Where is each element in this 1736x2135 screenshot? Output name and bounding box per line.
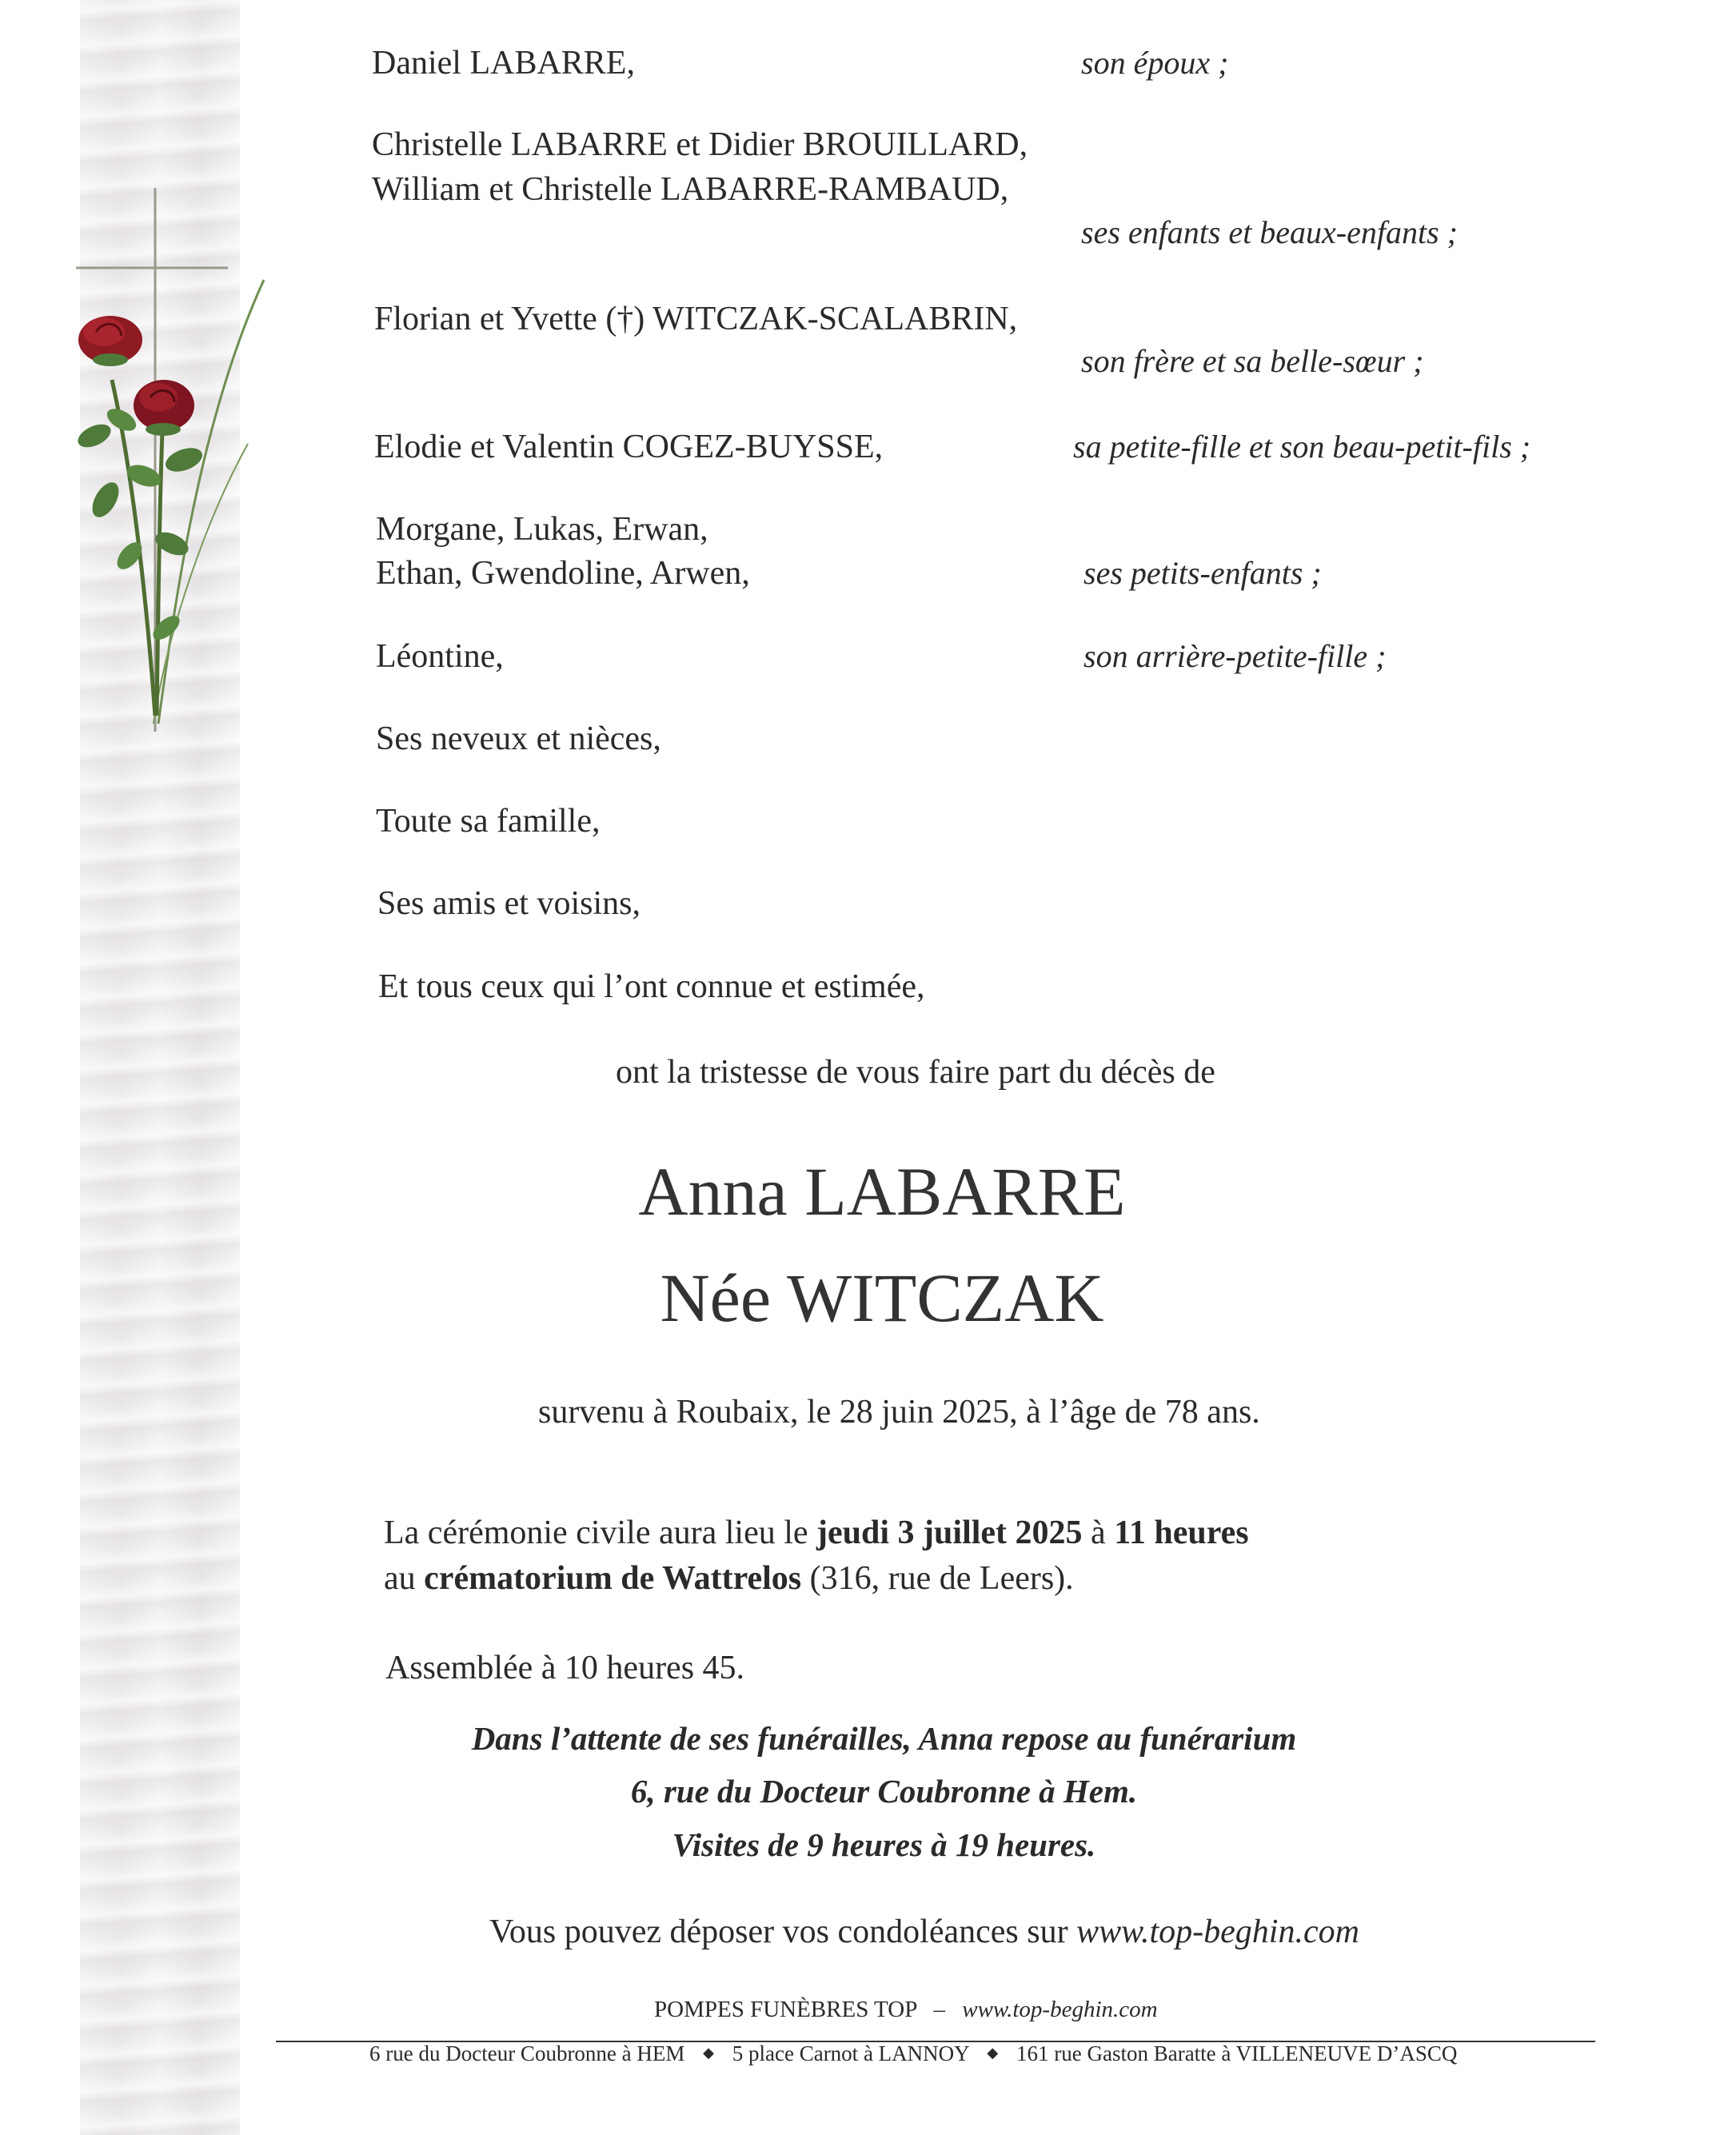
ceremony-line-2 xyxy=(384,1559,1074,1598)
family-name-brother: Florian et Yvette (†) WITCZAK-SCALABRIN, xyxy=(374,301,1018,337)
ceremony-place: crématorium de Wattrelos xyxy=(424,1560,802,1597)
family-role-spouse: son époux ; xyxy=(1081,45,1229,81)
deceased-maiden-name: Née WITCZAK xyxy=(660,1259,1104,1336)
funerarium-line-2: 6, rue du Docteur Coubronne à Hem. xyxy=(630,1773,1138,1810)
others-nephews: Ses neveux et nièces, xyxy=(376,720,661,757)
others-family: Toute sa famille, xyxy=(376,803,601,840)
family-role-granddaughter: sa petite-fille et son beau-petit-fils ; xyxy=(1073,429,1531,465)
footer-address-lannoy: 5 place Carnot à LANNOY xyxy=(732,2041,969,2065)
ceremony-text-at: à xyxy=(1082,1514,1115,1551)
ceremony-line-1 xyxy=(384,1514,1249,1552)
others-friends: Ses amis et voisins, xyxy=(377,885,641,922)
footer-company-line xyxy=(654,1997,1158,2023)
footer-website[interactable]: www.top-beghin.com xyxy=(962,1997,1158,2022)
family-name-great-granddaughter: Léontine, xyxy=(376,638,504,675)
condolences-line xyxy=(489,1913,1359,1951)
death-info: survenu à Roubaix, le 28 juin 2025, à l’âge de 78 ans. xyxy=(538,1394,1260,1431)
ceremony-address: (316, rue de Leers). xyxy=(801,1560,1074,1597)
funerarium-line-3: Visites de 9 heures à 19 heures. xyxy=(672,1826,1096,1863)
ceremony-text-au: au xyxy=(384,1560,425,1597)
footer-separator-2: ◆ xyxy=(987,2045,999,2061)
footer-company: POMPES FUNÈBRES TOP xyxy=(654,1997,917,2022)
family-name-grandchildren-2: Ethan, Gwendoline, Arwen, xyxy=(376,555,750,592)
footer-address-hem: 6 rue du Docteur Coubronne à HEM xyxy=(369,2041,685,2065)
footer-separator-1: ◆ xyxy=(703,2045,714,2061)
announcement: ont la tristesse de vous faire part du décès de xyxy=(616,1054,1215,1091)
family-name-children-2: William et Christelle LABARRE-RAMBAUD, xyxy=(372,171,1009,208)
family-name-spouse: Daniel LABARRE, xyxy=(372,45,635,82)
footer-dash: – xyxy=(933,1997,945,2022)
condolences-text: Vous pouvez déposer vos condoléances sur xyxy=(489,1914,1077,1950)
rose-bottom xyxy=(134,380,194,436)
family-name-children-1: Christelle LABARRE et Didier BROUILLARD, xyxy=(372,126,1028,163)
footer-address-villeneuve: 161 rue Gaston Baratte à VILLENEUVE D’ASCQ xyxy=(1016,2041,1458,2065)
cross-roses-illustration xyxy=(64,180,272,740)
condolences-link[interactable]: www.top-beghin.com xyxy=(1076,1914,1359,1950)
family-role-brother: son frère et sa belle-sœur ; xyxy=(1081,343,1424,379)
family-role-great-granddaughter: son arrière-petite-fille ; xyxy=(1084,638,1387,674)
ceremony-text: La cérémonie civile aura lieu le xyxy=(384,1514,817,1551)
assembly-time: Assemblée à 10 heures 45. xyxy=(385,1650,745,1686)
rose-top xyxy=(78,316,142,366)
others-all: Et tous ceux qui l’ont connue et estimée, xyxy=(378,968,925,1005)
funerarium-line-1: Dans l’attente de ses funérailles, Anna repose au funérarium xyxy=(471,1720,1297,1757)
family-role-grandchildren: ses petits-enfants ; xyxy=(1084,555,1322,591)
footer-addresses xyxy=(369,2041,1457,2066)
family-role-children: ses enfants et beaux-enfants ; xyxy=(1081,214,1458,250)
deceased-name: Anna LABARRE xyxy=(638,1153,1126,1230)
ceremony-time: 11 heures xyxy=(1114,1514,1249,1551)
family-name-grandchildren-1: Morgane, Lukas, Erwan, xyxy=(376,511,708,548)
family-name-granddaughter: Elodie et Valentin COGEZ-BUYSSE, xyxy=(374,429,884,465)
ceremony-date: jeudi 3 juillet 2025 xyxy=(816,1514,1083,1551)
